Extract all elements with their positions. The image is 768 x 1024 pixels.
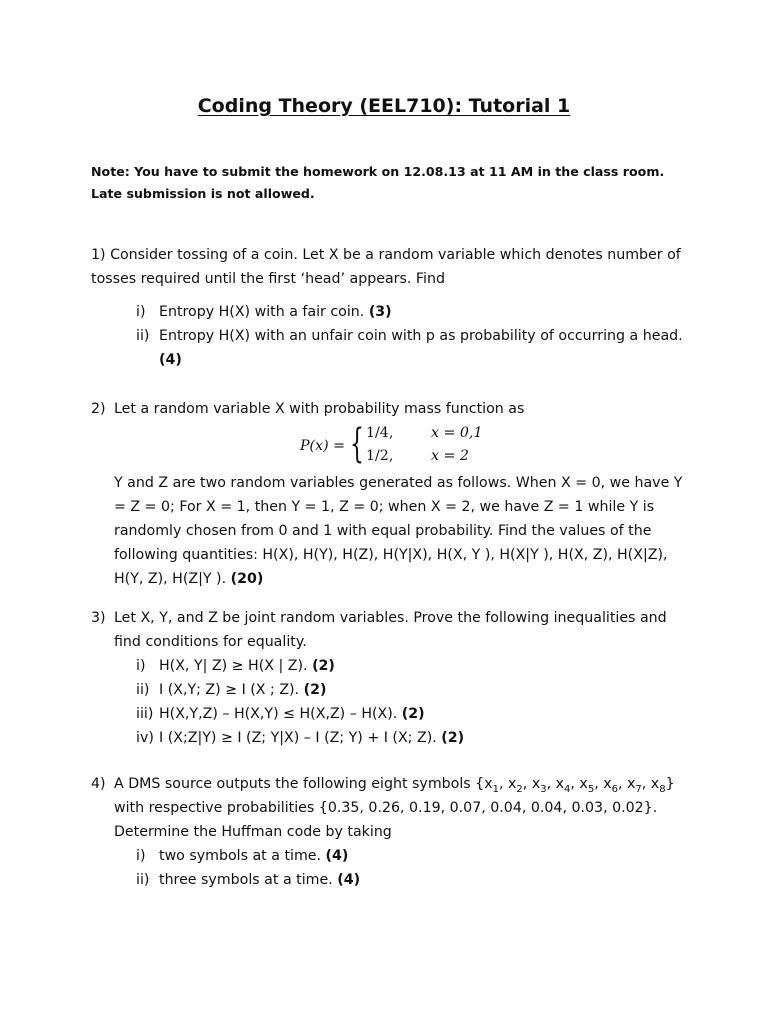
question-4-item-ii xyxy=(91,868,691,892)
question-2 xyxy=(91,397,691,591)
item-number: ii) xyxy=(136,328,150,344)
item-text: H(X,Y,Z) – H(X,Y) ≤ H(X,Z) – H(X). xyxy=(159,706,402,722)
pmf-row2-value: 1/2, xyxy=(366,448,394,464)
item-text: Entropy H(X) with an unfair coin with p as probability of occurring a head. xyxy=(159,328,683,344)
pmf-row2-condition: x = 2 xyxy=(431,448,469,464)
item-number: iv) xyxy=(136,730,154,746)
pmf-row1-condition: x = 0,1 xyxy=(431,425,483,441)
question-3-item-iii xyxy=(91,702,691,726)
item-text: two symbols at a time. xyxy=(159,848,326,864)
item-number: i) xyxy=(136,658,146,674)
question-4 xyxy=(91,772,691,892)
question-3-text: 3) Let X, Y, and Z be joint random variables. Prove the following inequalities and find conditions for equality. xyxy=(91,606,691,654)
item-number: iii) xyxy=(136,706,154,722)
item-marks: (2) xyxy=(312,658,335,674)
submission-note: Note: You have to submit the homework on 12.08.13 at 11 AM in the class room. Late submission is not allowed. xyxy=(91,164,665,201)
item-marks: (3) xyxy=(368,304,392,320)
question-4-symbols: $x_1$, $x_2$, $x_3$, $x_4$, $x_5$, $x_6$, $x_7$, $x_8$ xyxy=(484,776,666,795)
item-number: ii) xyxy=(136,872,150,888)
pmf-formula xyxy=(91,421,691,471)
item-marks: (4) xyxy=(337,872,361,888)
item-marks: (2) xyxy=(303,682,327,698)
item-marks: (2) xyxy=(401,706,425,722)
item-text: Entropy H(X) with a fair coin. xyxy=(159,304,369,320)
question-3-number: 3) xyxy=(91,610,106,626)
question-1-item-ii xyxy=(91,324,691,372)
pmf-row1-value: 1/4, xyxy=(366,425,394,441)
question-1-text xyxy=(91,243,691,291)
question-1-number: 1) xyxy=(91,247,106,263)
item-marks: (4) xyxy=(325,848,349,864)
item-text: H(X, Y| Z) ≥ H(X | Z). xyxy=(159,658,313,674)
item-text: I (X,Y; Z) ≥ I (X ; Z). xyxy=(159,682,304,698)
question-2-marks: (20) xyxy=(230,571,264,587)
question-1 xyxy=(91,243,691,372)
question-1-item-i xyxy=(91,300,691,324)
pmf-lhs: P(x) = xyxy=(300,438,346,454)
question-3 xyxy=(91,606,691,750)
question-4-number: 4) xyxy=(91,776,106,792)
question-4-item-i xyxy=(91,844,691,868)
item-text: I (X;Z|Y) ≥ I (Z; Y|X) – I (Z; Y) + I (X; Z). xyxy=(159,730,442,746)
item-marks: (2) xyxy=(441,730,465,746)
item-number: i) xyxy=(136,304,146,320)
item-number: i) xyxy=(136,848,146,864)
question-3-item-iv xyxy=(91,726,691,750)
question-4-text: 4) A DMS source outputs the following eight symbols {$x_1$, $x_2$, $x_3$, $x_4$, $x_5$, $x_6$, $x_7$, $x_8$} with respective probabilities {0.35, 0.26, 0.19, 0.07, 0.04, 0.04, 0.03, 0.02}. Determine the Huffman code by taking xyxy=(91,772,691,844)
item-number: ii) xyxy=(136,682,150,698)
pmf-brace: { xyxy=(350,421,364,467)
page-title: Coding Theory (EEL710): Tutorial 1 xyxy=(197,95,571,117)
item-marks: (4) xyxy=(159,352,182,368)
question-2-intro: 2) Let a random variable X with probability mass function as xyxy=(91,397,691,421)
item-text: three symbols at a time. xyxy=(159,872,338,888)
question-1-body: Consider tossing of a coin. Let X be a random variable which denotes number of tosses required until the first ‘head’ appears. Find xyxy=(91,247,681,287)
question-3-item-ii xyxy=(91,678,691,702)
question-2-number: 2) xyxy=(91,401,106,417)
question-3-item-i xyxy=(91,654,691,678)
question-2-body: Y and Z are two random variables generated as follows. When X = 0, we have Y = Z = 0; For X = 1, then Y = 1, Z = 0; when X = 2, we have Z = 1 while Y is randomly chosen from 0 and 1 with equal probability. Find the values of the following quantities: H(X), H(Y), H(Z), H(Y|X), H(X, Y ), H(X|Y ), H(X, Z), H(X|Z), H(Y, Z), H(Z|Y ). (20) xyxy=(114,475,683,587)
